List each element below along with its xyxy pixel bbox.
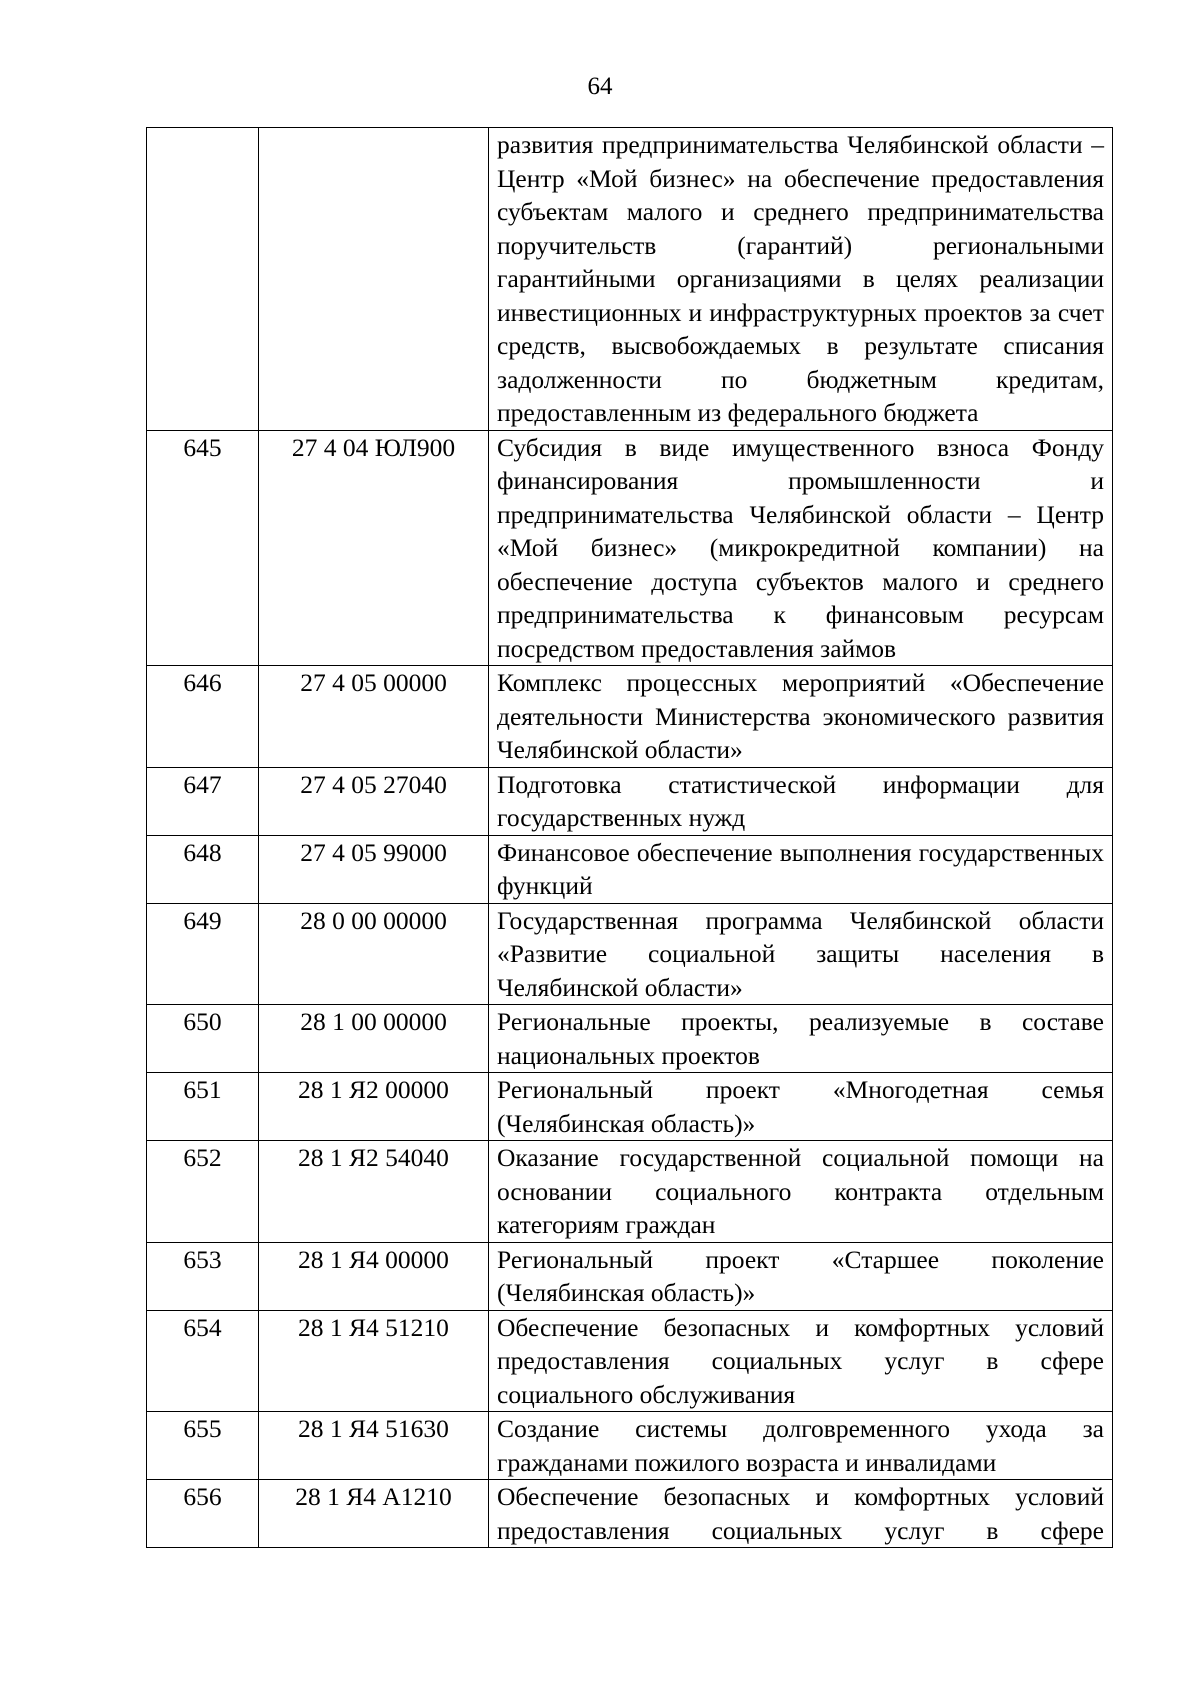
table-row xyxy=(147,767,1113,835)
table-row xyxy=(147,1005,1113,1073)
row-description: Подготовка статистической информации для государственных нужд xyxy=(489,767,1113,835)
table-row xyxy=(147,1412,1113,1480)
row-number: 650 xyxy=(147,1005,259,1073)
classification-code: 28 1 Я2 54040 xyxy=(259,1141,489,1243)
row-description: Финансовое обеспечение выполнения государственных функций xyxy=(489,835,1113,903)
classification-code: 28 1 Я4 51210 xyxy=(259,1310,489,1412)
classification-code: 27 4 05 27040 xyxy=(259,767,489,835)
classification-code: 28 1 Я4 00000 xyxy=(259,1242,489,1310)
row-description: Региональные проекты, реализуемые в составе национальных проектов xyxy=(489,1005,1113,1073)
classification-code: 28 1 Я4 51630 xyxy=(259,1412,489,1480)
budget-classification-table xyxy=(146,127,1113,1548)
row-number: 649 xyxy=(147,903,259,1005)
page-number: 64 xyxy=(587,73,613,100)
row-description: Оказание государственной социальной помощи на основании социального контракта отдельным категориям граждан xyxy=(489,1141,1113,1243)
table-row xyxy=(147,128,1113,431)
table-row xyxy=(147,835,1113,903)
table-row xyxy=(147,666,1113,768)
row-number: 651 xyxy=(147,1073,259,1141)
row-description: Региональный проект «Многодетная семья (Челябинская область)» xyxy=(489,1073,1113,1141)
table-row xyxy=(147,1073,1113,1141)
row-description: Обеспечение безопасных и комфортных условий предоставления социальных услуг в сфере социального обслуживания xyxy=(489,1310,1113,1412)
table-row xyxy=(147,903,1113,1005)
row-description: Комплекс процессных мероприятий «Обеспечение деятельности Министерства экономического развития Челябинской области» xyxy=(489,666,1113,768)
classification-code: 28 1 00 00000 xyxy=(259,1005,489,1073)
row-number: 647 xyxy=(147,767,259,835)
table-row xyxy=(147,430,1113,666)
row-description: Создание системы долговременного ухода за гражданами пожилого возраста и инвалидами xyxy=(489,1412,1113,1480)
classification-code xyxy=(259,128,489,431)
table-row xyxy=(147,1310,1113,1412)
classification-code: 27 4 05 99000 xyxy=(259,835,489,903)
table-row xyxy=(147,1242,1113,1310)
row-number xyxy=(147,128,259,431)
row-number: 646 xyxy=(147,666,259,768)
row-description: Региональный проект «Старшее поколение (Челябинская область)» xyxy=(489,1242,1113,1310)
row-number: 655 xyxy=(147,1412,259,1480)
row-number: 654 xyxy=(147,1310,259,1412)
table-row xyxy=(147,1141,1113,1243)
row-number: 648 xyxy=(147,835,259,903)
row-description: Государственная программа Челябинской области «Развитие социальной защиты населения в Челябинской области» xyxy=(489,903,1113,1005)
classification-code: 28 1 Я2 00000 xyxy=(259,1073,489,1141)
row-number: 653 xyxy=(147,1242,259,1310)
classification-code: 28 1 Я4 А1210 xyxy=(259,1480,489,1548)
row-number: 656 xyxy=(147,1480,259,1548)
table-row xyxy=(147,1480,1113,1548)
row-description: Обеспечение безопасных и комфортных условий предоставления социальных услуг в сфере xyxy=(489,1480,1113,1548)
row-number: 645 xyxy=(147,430,259,666)
row-description: Субсидия в виде имущественного взноса Фонду финансирования промышленности и предпринимательства Челябинской области – Центр «Мой бизнес» (микрокредитной компании) на обеспечение доступа субъектов малого и среднего предпринимательства к финансовым ресурсам посредством предоставления займов xyxy=(489,430,1113,666)
classification-code: 28 0 00 00000 xyxy=(259,903,489,1005)
classification-code: 27 4 05 00000 xyxy=(259,666,489,768)
classification-code: 27 4 04 ЮЛ900 xyxy=(259,430,489,666)
row-description: развития предпринимательства Челябинской области – Центр «Мой бизнес» на обеспечение предоставления субъектам малого и среднего предпринимательства поручительств (гарантий) региональными гарантийными организациями в целях реализации инвестиционных и инфраструктурных проектов за счет средств, высвобождаемых в результате списания задолженности по бюджетным кредитам, предоставленным из федерального бюджета xyxy=(489,128,1113,431)
row-number: 652 xyxy=(147,1141,259,1243)
